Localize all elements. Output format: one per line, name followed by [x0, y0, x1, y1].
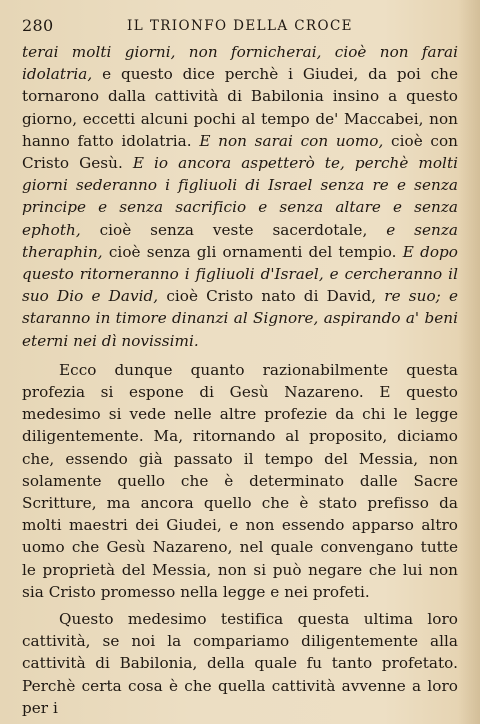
italic-quote: terai molti giorni, non fornicherai, cioè non farai idolatria,: [22, 43, 458, 84]
page-gutter-shadow: [458, 0, 480, 724]
text-run: cioè senza gli ornamenti del tempio.: [102, 242, 403, 261]
text-run: e questo dice perchè i Giudei, da poi che tornarono dalla cattività di Babilonia insino a questo giorno, eccetti alcuni pochi al tempo de' Maccabei, non hanno fatto idolatria.: [22, 65, 458, 150]
italic-quote: re suo; e staranno in timore dinanzi al Signore, aspirando a' beni eterni nei dì novissimi.: [22, 287, 458, 350]
page-header: [22, 16, 458, 40]
body-text: [22, 41, 458, 719]
paragraph-continuation: [22, 41, 458, 352]
page-number: 280: [22, 16, 54, 35]
italic-quote: e senza theraphin,: [22, 220, 458, 261]
paragraph: Questo medesimo testifica questa ultima loro cattività, se noi la compariamo diligentemente alla cattività di Babilonia, della quale fu tanto profetato. Perchè certa cosa è che quella cattività avvenne a loro per i: [22, 610, 458, 717]
italic-quote: E dopo questo ritorneranno i figliuoli d'Israel, e cercheranno il suo Dio e David,: [22, 242, 458, 306]
text-run: cioè Cristo nato di David,: [158, 287, 385, 306]
text-run: cioè senza veste sacerdotale,: [80, 220, 387, 239]
paragraph: Ecco dunque quanto razionabilmente questa profezia si espone di Gesù Nazareno. E questo medesimo si vede nelle altre profezie da chi le legge diligentemente. Ma, ritornando al proposito, diciamo che, essendo già passato il tempo del Messia, non solamente quello che è determinato dalle Sacre Scritture, ma ancora quello che è stato prefisso da molti maestri dei Giudei, e non essendo apparso altro uomo che Gesù Nazareno, nel quale convengano tutte le proprietà del Messia, non si può negare che lui non sia Cristo promesso nella legge e nei profeti.: [22, 360, 458, 601]
running-title: IL TRIONFO DELLA CROCE: [127, 18, 353, 34]
italic-quote: E io ancora aspetterò te, perchè molti giorni sederanno i figliuoli di Israel senza re e senza principe e senza sacrificio e senza altare e senza ephoth,: [22, 154, 459, 239]
italic-quote: E non sarai con uomo,: [199, 131, 384, 150]
text-run: cioè con Cristo Gesù.: [22, 131, 458, 173]
